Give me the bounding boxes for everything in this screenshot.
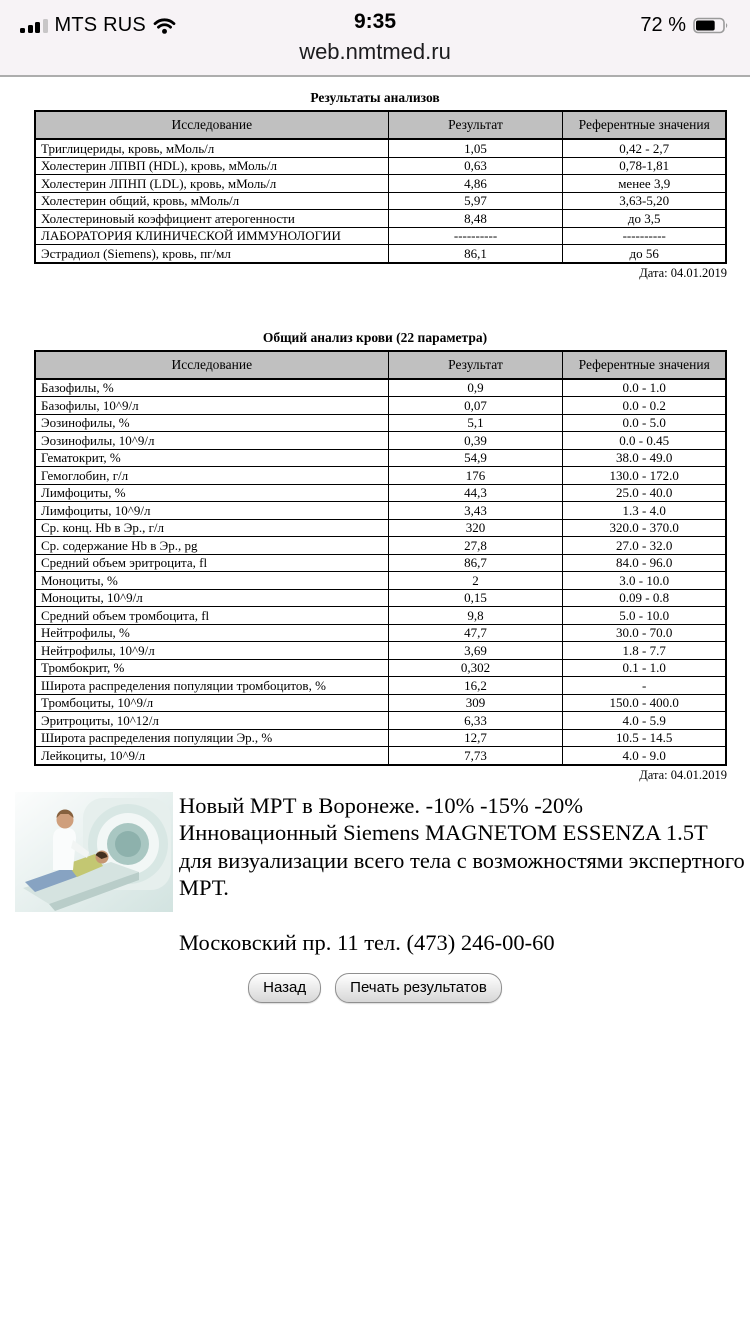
- table-cell: 5,1: [388, 414, 563, 432]
- column-header: Результат: [388, 351, 563, 379]
- table-row: [35, 210, 726, 228]
- table-row: [35, 192, 726, 210]
- battery-fill: [696, 20, 715, 30]
- column-header: Исследование: [35, 111, 388, 139]
- table-cell: 3,43: [388, 502, 563, 520]
- table-date: Дата: 04.01.2019: [639, 767, 727, 782]
- table-row: [35, 694, 726, 712]
- table-cell: 0.09 - 0.8: [563, 589, 726, 607]
- table-row: [35, 414, 726, 432]
- table-cell: Эстрадиол (Siemens), кровь, пг/мл: [35, 245, 388, 263]
- table-cell: 8,48: [388, 210, 563, 228]
- table-cell: ----------: [563, 227, 726, 245]
- table-cell: 9,8: [388, 607, 563, 625]
- table-cell: Широта распределения популяции Эр., %: [35, 729, 388, 747]
- table-cell: 0.1 - 1.0: [563, 659, 726, 677]
- table-cell: Гемоглобин, г/л: [35, 467, 388, 485]
- back-button[interactable]: Назад: [248, 973, 321, 1003]
- table-row: [35, 245, 726, 263]
- battery-percent-label: 72 %: [640, 13, 686, 36]
- table-cell: 0,39: [388, 432, 563, 450]
- column-header: Референтные значения: [563, 111, 726, 139]
- blood-test-table: [34, 350, 727, 766]
- table-row: [35, 502, 726, 520]
- table-cell: 0,15: [388, 589, 563, 607]
- table-cell: Моноциты, %: [35, 572, 388, 590]
- table-cell: Средний объем тромбоцита, fl: [35, 607, 388, 625]
- table-cell: Лимфоциты, 10^9/л: [35, 502, 388, 520]
- analysis-results-section: [0, 90, 750, 281]
- table-row: [35, 467, 726, 485]
- table-cell: Ср. конц. Hb в Эр., г/л: [35, 519, 388, 537]
- ad-line: для визуализации всего тела с возможностями экспертного МРТ.: [179, 847, 745, 900]
- table-title: Общий анализ крови (22 параметра): [262, 329, 488, 345]
- table-cell: Эритроциты, 10^12/л: [35, 712, 388, 730]
- table-cell: Эозинофилы, 10^9/л: [35, 432, 388, 450]
- status-time: 9:35: [353, 10, 397, 33]
- ad-line: Новый МРТ в Воронеже. -10% -15% -20%: [179, 792, 584, 818]
- print-results-button[interactable]: Печать результатов: [335, 973, 502, 1003]
- table-row: [35, 712, 726, 730]
- browser-chrome: [0, 0, 750, 77]
- table-row: [35, 624, 726, 642]
- wifi-icon: [153, 17, 176, 34]
- table-row: [35, 227, 726, 245]
- table-row: [35, 642, 726, 660]
- table-cell: 3,63-5,20: [563, 192, 726, 210]
- table-cell: 320.0 - 370.0: [563, 519, 726, 537]
- ad-banner[interactable]: [15, 792, 750, 957]
- column-header: Исследование: [35, 351, 388, 379]
- table-row: [35, 157, 726, 175]
- table-row: [35, 659, 726, 677]
- carrier-label: MTS RUS: [54, 13, 146, 36]
- battery-icon: [693, 17, 730, 34]
- table-cell: 0.0 - 1.0: [563, 379, 726, 397]
- table-cell: 0.0 - 5.0: [563, 414, 726, 432]
- blood-test-section: [0, 330, 750, 783]
- status-bar: [0, 0, 750, 42]
- ad-line: Инновационный Siemens MAGNETOM ESSENZA 1.5T: [179, 820, 708, 845]
- table-cell: 0,63: [388, 157, 563, 175]
- table-cell: 0,42 - 2,7: [563, 139, 726, 157]
- table-cell: Ср. содержание Hb в Эр., pg: [35, 537, 388, 555]
- table-row: [35, 747, 726, 765]
- table-cell: 0,07: [388, 397, 563, 415]
- table-cell: Нейтрофилы, %: [35, 624, 388, 642]
- table-cell: 10.5 - 14.5: [563, 729, 726, 747]
- table-cell: ----------: [388, 227, 563, 245]
- table-date: Дата: 04.01.2019: [639, 265, 727, 280]
- table-cell: ЛАБОРАТОРИЯ КЛИНИЧЕСКОЙ ИММУНОЛОГИИ: [35, 227, 388, 245]
- table-row: [35, 607, 726, 625]
- table-cell: 30.0 - 70.0: [563, 624, 726, 642]
- table-cell: 1,05: [388, 139, 563, 157]
- column-header: Референтные значения: [563, 351, 726, 379]
- table-row: [35, 729, 726, 747]
- table-row: [35, 589, 726, 607]
- table-cell: Холестерин общий, кровь, мМоль/л: [35, 192, 388, 210]
- table-cell: 5.0 - 10.0: [563, 607, 726, 625]
- cellular-signal-icon: [20, 18, 48, 33]
- table-cell: Триглицериды, кровь, мМоль/л: [35, 139, 388, 157]
- table-header-row: [35, 111, 726, 139]
- form-buttons: [0, 973, 750, 1003]
- table-row: [35, 139, 726, 157]
- table-cell: 6,33: [388, 712, 563, 730]
- table-cell: 4.0 - 5.9: [563, 712, 726, 730]
- table-cell: Холестерин ЛПВП (HDL), кровь, мМоль/л: [35, 157, 388, 175]
- table-cell: Лейкоциты, 10^9/л: [35, 747, 388, 765]
- table-row: [35, 519, 726, 537]
- table-row: [35, 449, 726, 467]
- column-header: Результат: [388, 111, 563, 139]
- table-cell: 16,2: [388, 677, 563, 695]
- table-cell: 27,8: [388, 537, 563, 555]
- table-row: [35, 537, 726, 555]
- table-row: [35, 677, 726, 695]
- table-cell: 3.0 - 10.0: [563, 572, 726, 590]
- table-cell: Холестерин ЛПНП (LDL), кровь, мМоль/л: [35, 175, 388, 193]
- table-cell: -: [563, 677, 726, 695]
- address-bar[interactable]: web.nmtmed.ru: [299, 39, 451, 64]
- table-cell: 0,302: [388, 659, 563, 677]
- table-cell: 0,9: [388, 379, 563, 397]
- table-cell: 130.0 - 172.0: [563, 467, 726, 485]
- table-cell: 150.0 - 400.0: [563, 694, 726, 712]
- table-title: Результаты анализов: [310, 90, 440, 105]
- table-cell: 2: [388, 572, 563, 590]
- table-cell: Моноциты, 10^9/л: [35, 589, 388, 607]
- table-cell: 86,1: [388, 245, 563, 263]
- table-row: [35, 397, 726, 415]
- table-cell: до 3,5: [563, 210, 726, 228]
- table-cell: 12,7: [388, 729, 563, 747]
- table-cell: 4.0 - 9.0: [563, 747, 726, 765]
- table-cell: Тромбоциты, 10^9/л: [35, 694, 388, 712]
- table-row: [35, 572, 726, 590]
- page-content: [0, 90, 750, 1003]
- table-cell: 3,69: [388, 642, 563, 660]
- table-row: [35, 432, 726, 450]
- table-cell: Гематокрит, %: [35, 449, 388, 467]
- analysis-results-table: [34, 110, 727, 264]
- table-cell: 0,78-1,81: [563, 157, 726, 175]
- table-cell: Базофилы, %: [35, 379, 388, 397]
- table-cell: 47,7: [388, 624, 563, 642]
- ad-text: [179, 792, 750, 957]
- table-cell: Эозинофилы, %: [35, 414, 388, 432]
- table-row: [35, 379, 726, 397]
- table-cell: 1.3 - 4.0: [563, 502, 726, 520]
- table-cell: Лимфоциты, %: [35, 484, 388, 502]
- table-cell: Нейтрофилы, 10^9/л: [35, 642, 388, 660]
- table-row: [35, 484, 726, 502]
- table-cell: 38.0 - 49.0: [563, 449, 726, 467]
- table-cell: 1.8 - 7.7: [563, 642, 726, 660]
- table-cell: менее 3,9: [563, 175, 726, 193]
- table-cell: Тромбокрит, %: [35, 659, 388, 677]
- table-cell: 44,3: [388, 484, 563, 502]
- table-cell: до 56: [563, 245, 726, 263]
- table-cell: 84.0 - 96.0: [563, 554, 726, 572]
- table-cell: 4,86: [388, 175, 563, 193]
- table-cell: 176: [388, 467, 563, 485]
- table-cell: Базофилы, 10^9/л: [35, 397, 388, 415]
- mri-scanner-image: [15, 792, 173, 912]
- table-cell: 309: [388, 694, 563, 712]
- table-row: [35, 554, 726, 572]
- table-cell: 86,7: [388, 554, 563, 572]
- table-cell: Широта распределения популяции тромбоцитов, %: [35, 677, 388, 695]
- table-cell: Средний объем эритроцита, fl: [35, 554, 388, 572]
- table-cell: 320: [388, 519, 563, 537]
- table-cell: 0.0 - 0.2: [563, 397, 726, 415]
- table-cell: 0.0 - 0.45: [563, 432, 726, 450]
- table-cell: Холестериновый коэффициент атерогенности: [35, 210, 388, 228]
- table-cell: 27.0 - 32.0: [563, 537, 726, 555]
- table-cell: 7,73: [388, 747, 563, 765]
- ad-address: Московский пр. 11 тел. (473) 246-00-60: [179, 929, 555, 955]
- table-cell: 25.0 - 40.0: [563, 484, 726, 502]
- table-header-row: [35, 351, 726, 379]
- table-row: [35, 175, 726, 193]
- table-cell: 5,97: [388, 192, 563, 210]
- table-cell: 54,9: [388, 449, 563, 467]
